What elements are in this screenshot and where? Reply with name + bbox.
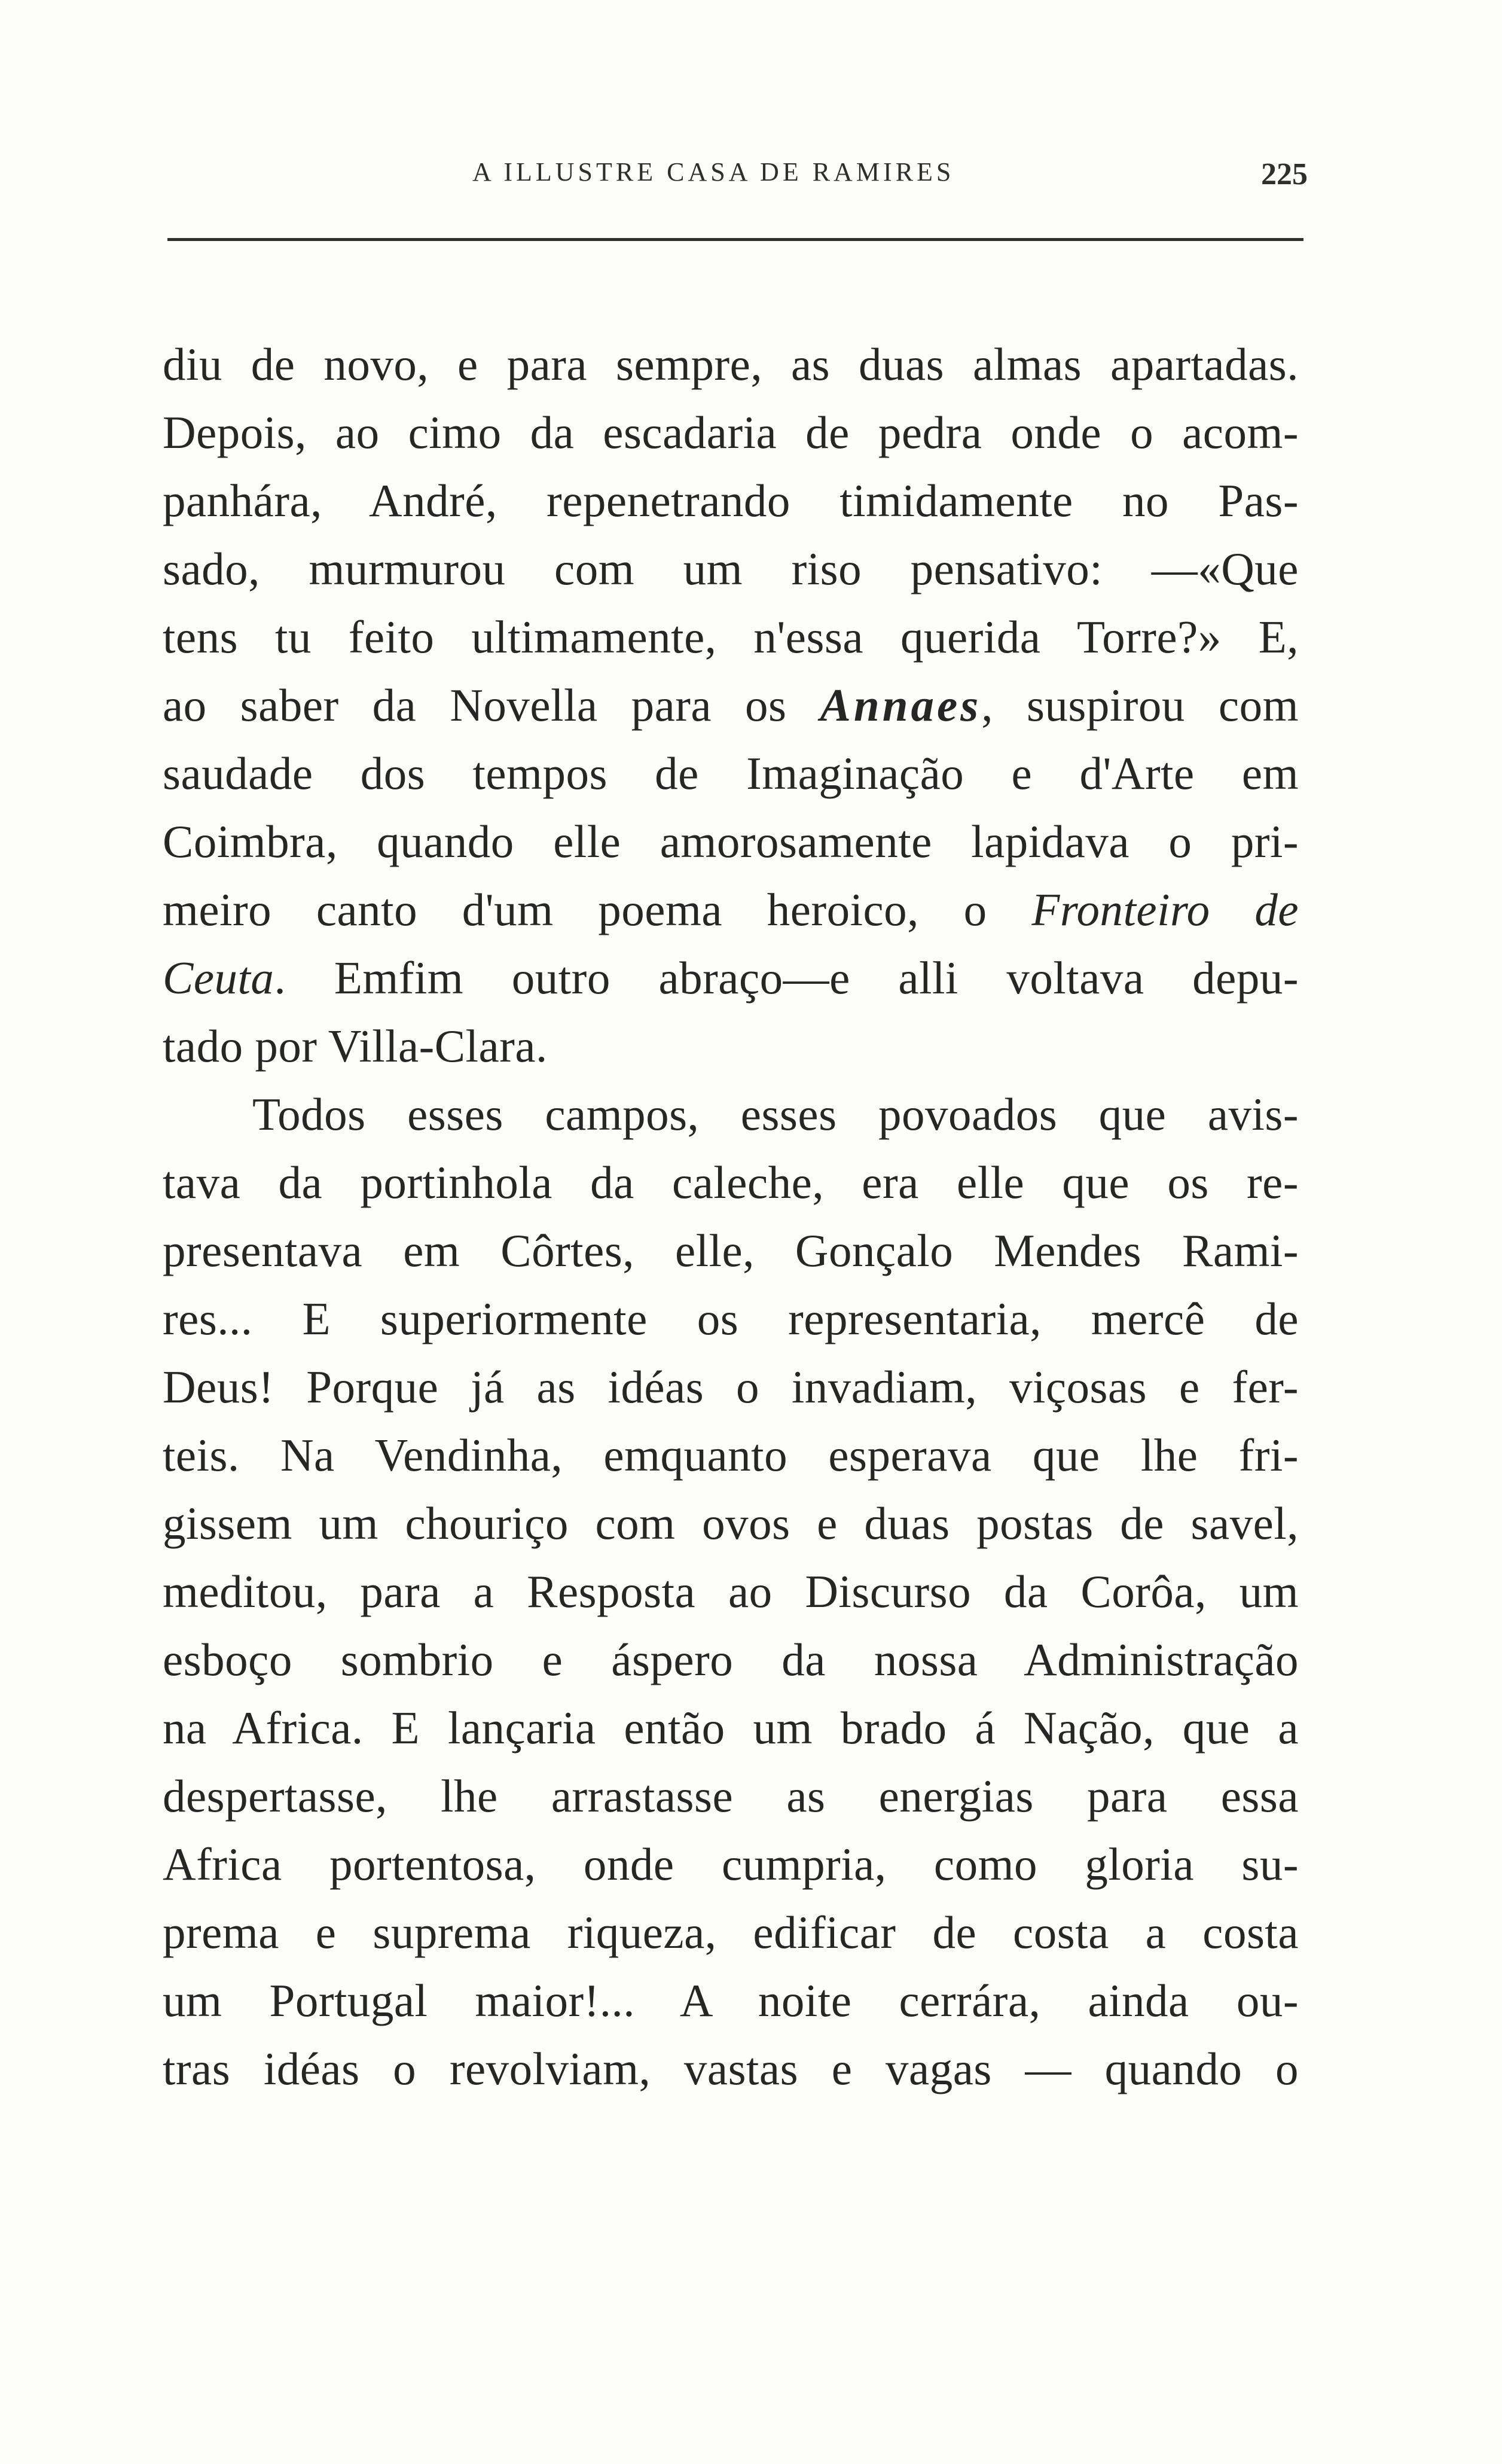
page-number: 225 [1261, 157, 1308, 191]
italic-title-annaes: Annaes [820, 679, 982, 731]
text-line: meditou, para a Resposta ao Discurso da Corôa, um [163, 1566, 1299, 1617]
text-line [163, 876, 1299, 944]
paragraph-end-line: tado por Villa-Clara. [163, 1020, 548, 1072]
text-line [163, 671, 1299, 739]
text-line: tava da portinhola da caleche, era elle que os re- [163, 1157, 1299, 1208]
line-segment: . Emfim outro abraço—e alli voltava depu- [274, 952, 1299, 1004]
text-line: gissem um chouriço com ovos e duas postas de savel, [163, 1498, 1299, 1549]
paragraph-start-line: Todos esses campos, esses povoados que avis- [252, 1088, 1299, 1140]
header-rule [167, 238, 1303, 241]
text-line: res... E superiormente os representaria, mercê de [163, 1293, 1299, 1344]
line-segment: , suspirou com [981, 679, 1299, 731]
text-line: diu de novo, e para sempre, as duas almas apartadas. [163, 339, 1299, 390]
text-line: tens tu feito ultimamente, n'essa querida Torre?» E, [163, 611, 1299, 663]
body-text [163, 330, 1299, 2103]
text-line: sado, murmurou com um riso pensativo: —«Que [163, 543, 1299, 594]
text-line: saudade dos tempos de Imaginação e d'Arte em [163, 748, 1299, 799]
text-line: teis. Na Vendinha, emquanto esperava que lhe fri- [163, 1429, 1299, 1481]
text-line: na Africa. E lançaria então um brado á Nação, que a [163, 1702, 1299, 1754]
text-line: esboço sombrio e áspero da nossa Administração [163, 1634, 1299, 1685]
text-line: prema e suprema riqueza, edificar de costa a costa [163, 1907, 1299, 1958]
text-line: presentava em Côrtes, elle, Gonçalo Mendes Rami- [163, 1225, 1299, 1276]
text-line: tras idéas o revolviam, vastas e vagas — quando o [163, 2043, 1299, 2094]
italic-title-fronteiro: Fronteiro de [1031, 884, 1299, 935]
text-line: despertasse, lhe arrastasse as energias para essa [163, 1770, 1299, 1822]
text-line: panhára, André, repenetrando timidamente no Pas- [163, 475, 1299, 526]
running-title: A ILLUSTRE CASA DE RAMIRES [472, 157, 955, 187]
text-line: Depois, ao cimo da escadaria de pedra onde o acom- [163, 407, 1299, 458]
line-segment: ao saber da Novella para os [163, 679, 820, 731]
italic-title-ceuta: Ceuta [163, 952, 274, 1004]
text-line: Deus! Porque já as idéas o invadiam, viçosas e fer- [163, 1361, 1299, 1413]
text-line [163, 944, 1299, 1012]
text-line: Coimbra, quando elle amorosamente lapidava o pri- [163, 816, 1299, 867]
text-line: um Portugal maior!... A noite cerrára, ainda ou- [163, 1975, 1299, 2026]
text-line: Africa portentosa, onde cumpria, como gloria su- [163, 1838, 1299, 1890]
line-segment: meiro canto d'um poema heroico, o [163, 884, 1032, 935]
